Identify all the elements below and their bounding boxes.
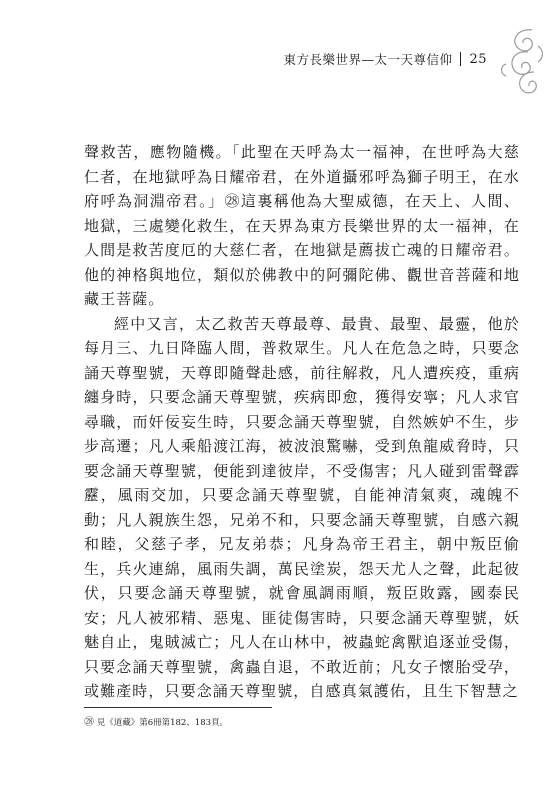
page-number: 25	[469, 51, 487, 67]
footnote-text: 見《道藏》第6冊第182、183頁。	[96, 718, 229, 728]
footnote	[84, 717, 228, 729]
paragraph-1: 聲救苦，應物隨機。「此聖在天呼為太一福神，在世呼為大慈仁者，在地獄呼為日耀帝君，在外道攝邪呼為獅子明王，在水府呼為洞淵帝君。」㉘這裏稱他為大聖威德，在天上、人間、地獄，三處變化救生，在天界為東方長樂世界的太一福神，在人間是救苦度厄的大慈仁者，在地獄是薦拔亡魂的日耀帝君。他的神格與地位，類似於佛教中的阿彌陀佛、觀世音菩薩和地藏王菩薩。	[84, 143, 520, 308]
footnote-divider	[84, 707, 272, 708]
paragraph-2: 經中又言，太乙救苦天尊最尊、最貴、最聖、最靈，他於每月三、九日降臨人間，普救眾生。凡人在危急之時，只要念誦天尊聖號，天尊即隨聲赴感，前往解救，凡人遭疾疫，重病纏身時，只要念誦天尊聖號，疾病即愈，獲得安寧；凡人求官尋職，而奸佞妄生時，只要念誦天尊聖號，自然嫉妒不生，步步高遷；凡人乘船渡江海，被波浪驚嚇，受到魚龍威脅時，只要念誦天尊聖號，便能到達彼岸，不受傷害；凡人碰到雷聲霹靂，風雨交加，只要念誦天尊聖號，自能神清氣爽，魂魄不動；凡人親族生怨，兄弟不和，只要念誦天尊聖號，自感六親和睦，父慈子孝，兄友弟恭；凡身為帝王君主，朝中叛臣偷生，兵火連綿，風雨失調，萬民塗炭，怨天尤人之聲，此起彼伏，只要念誦天尊聖號，就會風調雨順，叛臣敗露，國泰民安；凡人被邪精、惡鬼、匪徒傷害時，只要念誦天尊聖號，妖魅自止，鬼賊滅亡；凡人在山林中，被蟲蛇禽獸追逐並受傷，只要念誦天尊聖號，禽蟲自退，不敢近前；凡女子懷胎受孕，或難產時，只要念誦天尊聖號，自感真氣護佑，且生下智慧之	[84, 314, 520, 700]
running-header	[283, 50, 487, 68]
footnote-marker: ㉘	[84, 717, 94, 728]
running-title: 東方長樂世界—太一天尊信仰	[283, 52, 453, 67]
body-text	[84, 140, 520, 704]
header-divider	[460, 52, 461, 66]
cloud-ornament-icon	[488, 24, 546, 98]
